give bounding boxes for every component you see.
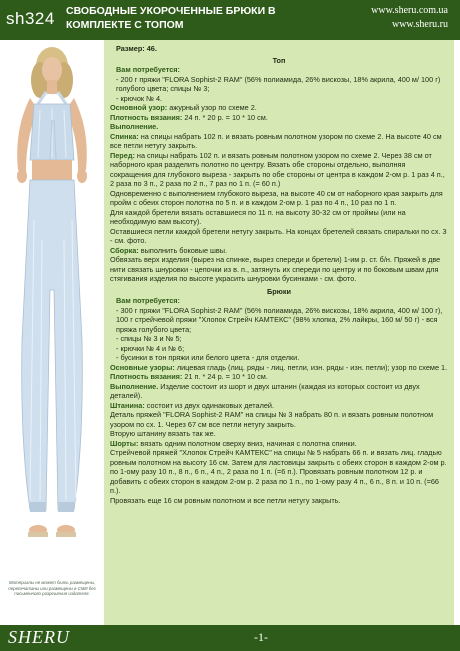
top-pattern: Основной узор: ажурный узор по схеме 2.: [110, 103, 257, 112]
site-url-ru[interactable]: www.sheru.ru: [391, 19, 448, 30]
model-photo-column: [0, 40, 104, 625]
pants-legs-2: Деталь пряжей "FLORA Sophist-2 RAM" на спицы № 3 набрать 80 п. и вязать ровным полотном узором по сх. 1. Через 67 см все петли нетугу закрыть.: [110, 410, 434, 429]
pants-shorts: Шорты: вязать одним полотном сверху вниз, начиная с полотна спинки.: [110, 438, 357, 448]
top-density: Плотность вязания: 24 п. * 20 р. = 10 * 10 см.: [110, 112, 268, 122]
size-line: Размер: 46.: [116, 44, 157, 53]
top-assembly-2: Обвязать верх изделия (вырез на спинке, вырез спереди и бретели) 1-им р. ст. б/н. Пряжей в две нити связать шнуровки - цепочки из в. п., затянуть их спереди по центру и по боковым швам для стягивания изделия по высоте украсить шнуровки бусинками - см. фото.: [110, 255, 441, 283]
pants-shorts-3: Провязать еще 16 см ровным полотном и все петли нетугу закрыть.: [110, 495, 341, 505]
pants-materials-2: - спицы № 3 и № 5;: [116, 334, 182, 343]
top-front-3: Для каждой бретели вязать оставшиеся по 11 п. на высоту 30-32 см от проймы (или на необходимую вам высоту).: [110, 207, 406, 226]
model-photo: [0, 40, 104, 580]
top-materials-label: Вам потребуется:: [116, 65, 180, 74]
page-title-line-1: СВОБОДНЫЕ УКОРОЧЕННЫЕ БРЮКИ В: [66, 5, 276, 17]
page-number: -1-: [254, 630, 268, 644]
page-header: [0, 0, 460, 40]
pants-materials-1: - 300 г пряжи "FLORA Sophist-2 RAM" (56% полиамида, 26% вискозы, 18% акрила, 400 м/ 100 г), 100 г стрейчевой пряжи "Хлопок Стрейч КАМТЕКС" (98% хлопка, 2% лайкры, 160 м/ 50 г) - вся пряжа голубого цвета;: [116, 305, 443, 334]
instructions-panel: [104, 40, 454, 625]
top-front-4: Оставшиеся петли каждой бретели нетугу закрыть. На концах бретелей связать спиральки по сх. 3 - см. фото.: [110, 226, 447, 245]
pants-density: Плотность вязания: 21 п. * 24 р. = 10 * 10 см.: [110, 372, 268, 381]
pants-legs-3: Вторую штанину вязать так же.: [110, 429, 216, 438]
page-title: [66, 4, 316, 32]
top-front: Перед: на спицы набрать 102 п. и вязать ровным полотном узором по схеме 2. Через 38 см от наборного края разделить полотно по центру. Вязать обе стороны отдельно, выполняя сокращения для глубокого выреза - закрыть по обе стороны от центра в каждом 2-ом р. 1 раз 4 п., 2 раза по 3 п., 2 раза по 2 п., 7 раз по 1 п. (= 60 п.): [110, 150, 445, 188]
site-url-ua[interactable]: www.sheru.com.ua: [371, 5, 448, 16]
pants-materials-3: - крючки № 4 и № 6;: [116, 343, 185, 353]
top-front-2: Одновременно с выполнением глубокого выреза, на высоте 40 см от наборного края закрыть для пройм с обеих сторон полотна по 5 п. и в каждом 2-ом р. 1 раз по 4 п., 10 раз по 1 п.: [110, 188, 443, 207]
pants-materials-4: - бусинки в тон пряжи или белого цвета - для отделки.: [116, 353, 300, 362]
page-footer: [0, 625, 460, 651]
pants-pattern: Основные узоры: лицевая гладь (лиц. ряды - лиц. петли, изн. ряды - изн. петли); узор по схеме 1.: [110, 362, 448, 372]
section-heading-top: Топ: [272, 55, 286, 65]
top-materials-1: - 200 г пряжи "FLORA Sophist-2 RAM" (56% полиамида, 26% вискозы, 18% акрила, 400 м/ 100 г) голубого цвета; спицы № 3;: [116, 74, 441, 93]
pants-materials-label: Вам потребуется:: [116, 296, 180, 305]
top-execution-label: Выполнение.: [110, 122, 159, 131]
top-materials-2: - крючок № 4.: [116, 93, 163, 103]
pants-shorts-2: Стрейчевой пряжей "Хлопок Стрейч КАМТЕКС" на спицы № 5 набрать 66 п. и вязать лиц. гладью ровным полотном на высоту 16 см. Затем для ластовицы закрыть с обеих сторон в каждом 2-ом р. по 1-ому разу 10 п., 8 п., 6 п., 4 п., 2 раза по 1 п. (=6 п.). Провязать ровным полотном 12 р. и добавить с обеих сторон в каждом 2-ом р. 2 раза по 1 п., по 1-ому разу 4 п., 6 п., 8 п. и 10 п. (=66 п.).: [110, 448, 447, 495]
brand-logo: SHERU: [8, 627, 70, 647]
top-back: Спинка: на спицы набрать 102 п. и вязать ровным полотном узором по схеме 2. На высоте 40 см все петли нетугу закрыть.: [110, 131, 442, 150]
pants-execution: Выполнение. Изделие состоит из шорт и двух штанин (каждая из которых состоит из двух деталей).: [110, 381, 420, 400]
page-title-line-2: КОМПЛЕКТЕ С ТОПОМ: [66, 19, 184, 31]
top-assembly: Сборка: выполнить боковые швы.: [110, 245, 228, 255]
copyright-notice: Материалы не может быть размещены, перепечатаны или размещены в СМИ без письменного разрешения издателя.: [8, 580, 96, 597]
pants-legs: Штанина: состоит из двух одинаковых деталей.: [110, 400, 275, 410]
model-code: sh324: [6, 9, 55, 28]
section-heading-pants: Брюки: [266, 286, 292, 296]
